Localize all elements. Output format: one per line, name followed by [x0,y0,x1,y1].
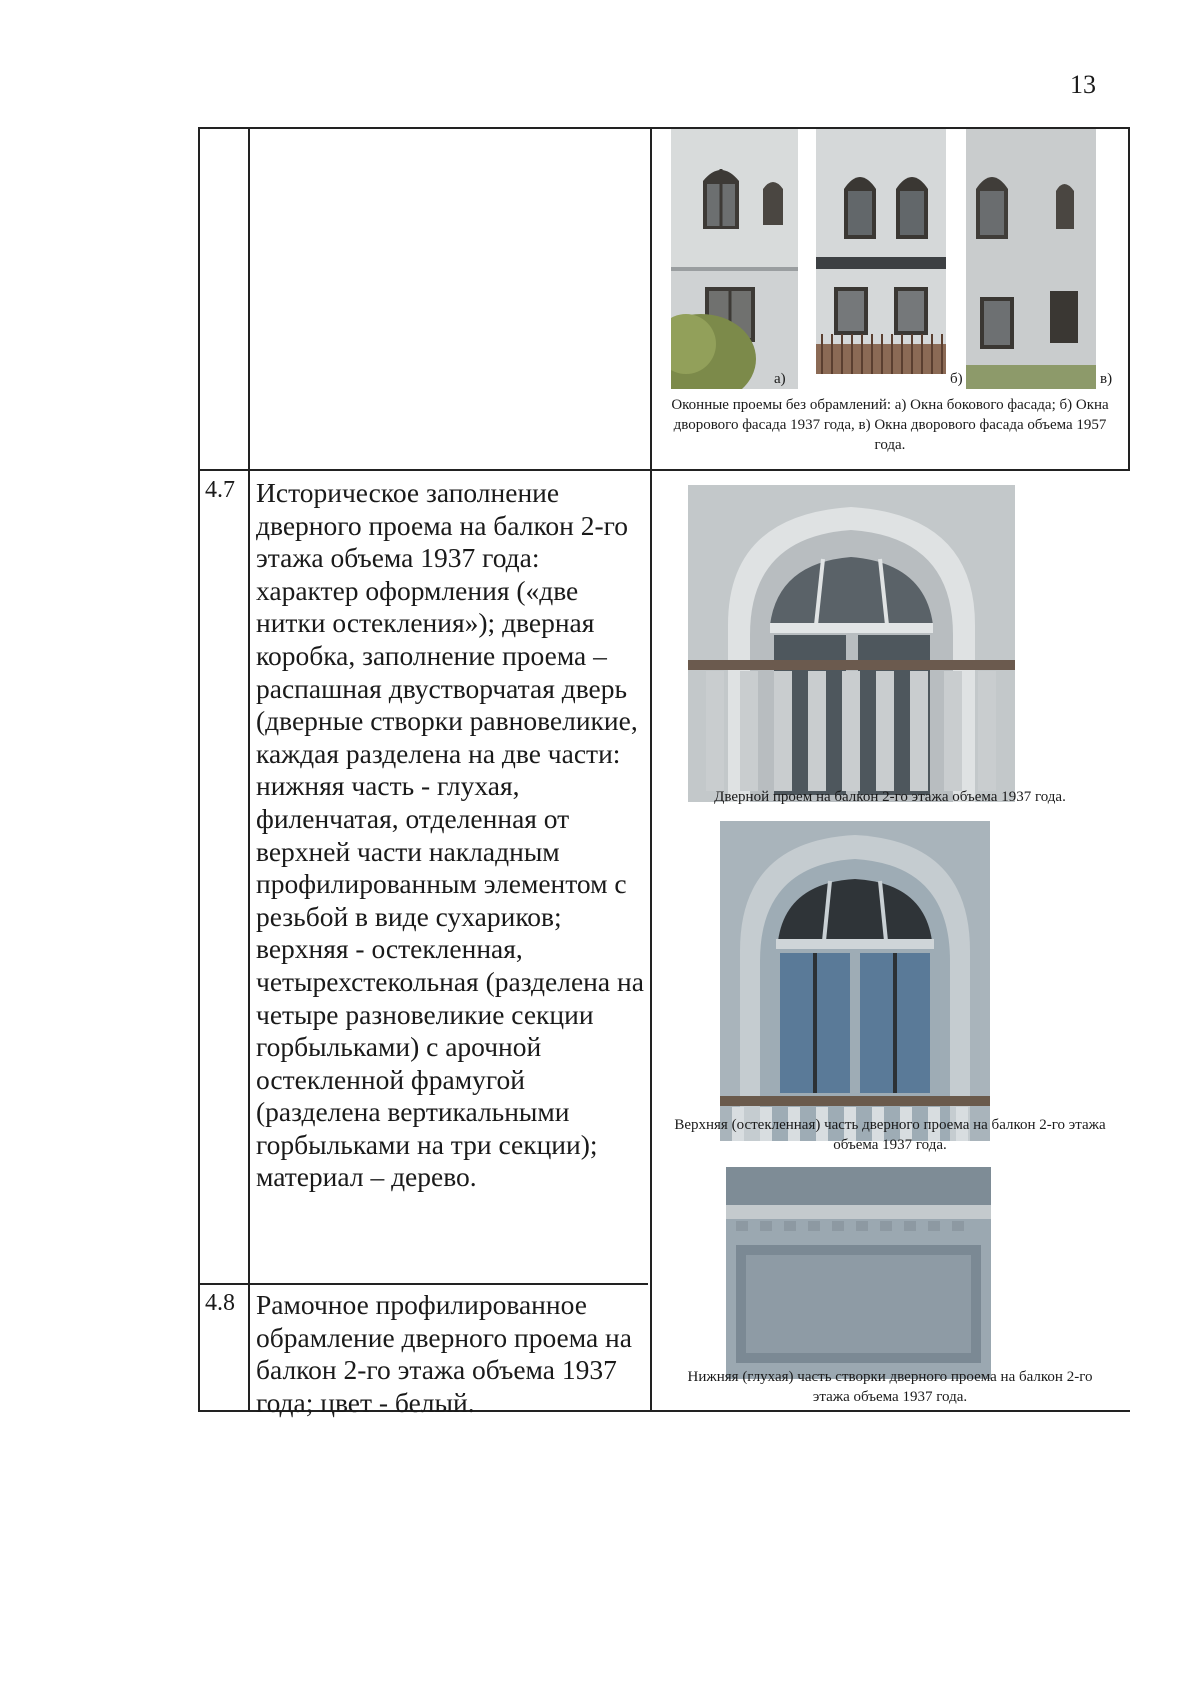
row-number: 4.8 [205,1290,235,1316]
row-description: Историческое заполнение дверного проема на балкон 2-го этажа объема 1937 года: характер оформления («две нитки остекления»); дверная коробка, заполнение проема – распашная двустворчатая дверь (дверные створки равновеликие, каждая разделена на две части: нижняя часть - глухая, филенчатая, отделенная от верхней части накладным профилированным элементом с резьбой в виде сухариков; верхняя - остекленная, четырехстекольная (разделена на четыре разновеликие секции горбыльками) с арочной остекленной фрамугой (разделена вертикальными горбыльками на три секции); материал – дерево. [256,477,644,1193]
photo-door-lower-panel [726,1167,991,1379]
page-number: 13 [1070,70,1096,99]
photo-label-b: б) [950,371,963,387]
heritage-table [198,127,1130,1418]
photo-courtyard-facade-1957-windows [966,129,1096,389]
photo-label-a: а) [774,371,786,387]
row-divider [198,469,1130,471]
row-1-caption: Оконные проемы без обрамлений: а) Окна бокового фасада; б) Окна дворового фасада 1937 года, в) Окна дворового фасада объема 1957 года. [671,397,1109,453]
photo-door-lower-panel-caption: Нижняя (глухая) часть створки дверного проема на балкон 2-го этажа объема 1937 года. [687,1369,1093,1405]
column-divider [650,127,652,1412]
photo-courtyard-facade-1937-windows [816,129,946,374]
photo-label-v: в) [1100,371,1113,387]
photo-side-facade-windows [671,129,798,389]
photo-door-upper-glazed-caption: Верхняя (остекленная) часть дверного проема на балкон 2-го этажа объема 1937 года. [674,1117,1106,1153]
photo-door-upper-glazed [720,821,990,1141]
column-divider [248,127,250,1412]
photo-balcony-door [688,485,1015,802]
row-divider [198,1283,648,1285]
table-border-left [198,127,200,1412]
row-number: 4.7 [205,477,235,503]
photo-balcony-door-caption: Дверной проем на балкон 2-го этажа объема 1937 года. [714,789,1066,805]
row-description: Рамочное профилированное обрамление дверного проема на балкон 2-го этажа объема 1937 года; цвет - белый. [256,1289,632,1418]
table-border-right [1128,127,1130,469]
